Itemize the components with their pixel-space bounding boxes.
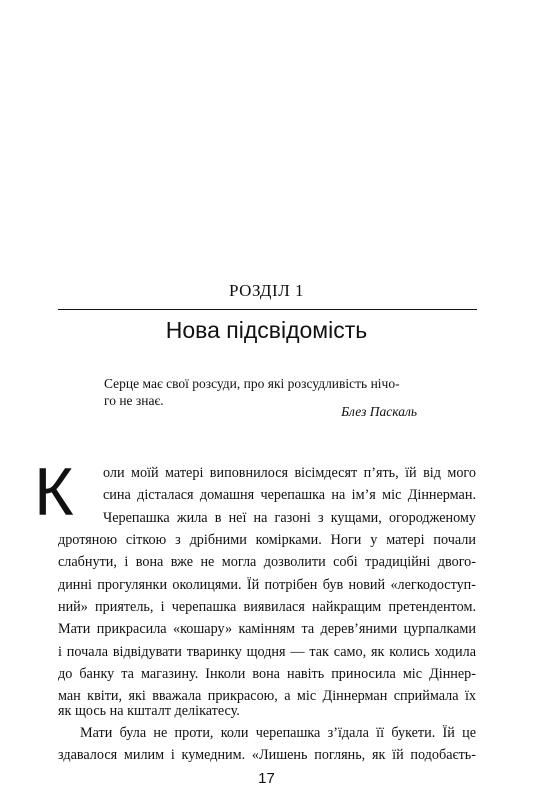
chapter-title: Нова підсвідомість — [165, 317, 368, 343]
body-line: здавалося милим і кумедним. «Лишень поглянь, як їй подобаєть- — [58, 747, 476, 763]
body-line: і почала відвідувати тваринку щодня — так само, як колись ходила — [58, 644, 476, 660]
epigraph-line: го не знає. — [104, 393, 164, 408]
body-line: Черепашка жила в неї на газоні з кущами, огородженому — [103, 510, 476, 526]
epigraph-author: Блез Паскаль — [341, 404, 417, 419]
epigraph-line: Серце має свої розсуди, про які розсудливість нічо- — [104, 376, 400, 391]
chapter-divider — [58, 309, 477, 310]
body-line: сина дісталася домашня черепашка на ім’я міс Діннерман. — [103, 487, 476, 503]
body-line: слабнути, і вона вже не могла дозволити собі традиційні двого- — [58, 554, 476, 570]
body-line: як щось на кшталт делікатесу. — [58, 703, 240, 719]
drop-cap: К — [34, 454, 74, 530]
body-line: оли моїй матері виповнилося вісімдесят п’ять, їй від мого — [103, 465, 476, 481]
body-line: Мати прикрасила «кошару» камінням та дерев’яними цурпалками — [58, 621, 476, 637]
body-line: динні прогулянки околицями. Їй потрібен був новий «легкодоступ- — [58, 577, 476, 593]
body-line: ний» приятель, і черепашка виявилася найкращим претендентом. — [58, 599, 476, 615]
body-line: до банку та магазину. Інколи вона навіть приносила міс Діннер- — [58, 666, 476, 682]
body-line: ман квіти, які вважала прикрасою, а міс Діннерман сприймала їх — [58, 688, 476, 704]
chapter-label: РОЗДІЛ 1 — [229, 281, 304, 300]
body-line: Мати була не проти, коли черепашка з’їдала її букети. Їй це — [80, 725, 476, 741]
page-number: 17 — [258, 770, 275, 787]
body-line: дротяною сіткою з дрібними комірками. Ноги у матері почали — [58, 532, 476, 548]
